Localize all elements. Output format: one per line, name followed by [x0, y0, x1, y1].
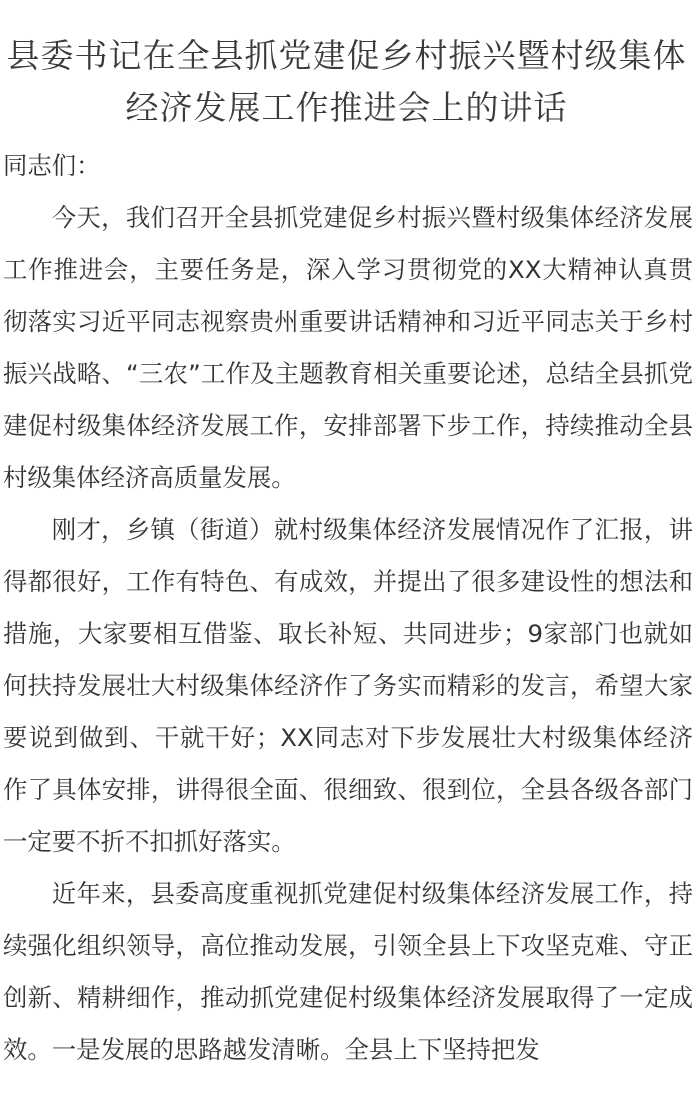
- document-title: 县委书记在全县抓党建促乡村振兴暨村级集体经济发展工作推进会上的讲话: [6, 36, 687, 127]
- paragraph-achievements: 近年来，县委高度重视抓党建促村级集体经济发展工作，持续强化组织领导，高位推动发展，引领全县上下攻坚克难、守正创新、精耕细作，推动抓党建促村级集体经济发展取得了一定成效。一是发展的思路越发清晰。全县上下坚持把发: [3, 879, 693, 1064]
- paragraph-opening: 今天，我们召开全县抓党建促乡村振兴暨村级集体经济发展工作推进会，主要任务是，深入学习贯彻党的XX大精神认真贯彻落实习近平同志视察贵州重要讲话精神和习近平同志关于乡村振兴战略、“三农”工作及主题教育相关重要论述，总结全县抓党建促村级集体经济发展工作，安排部署下步工作，持续推动全县村级集体经济高质量发展。: [3, 203, 693, 492]
- paragraph-reports: 刚才，乡镇（街道）就村级集体经济发展情况作了汇报，讲得都很好，工作有特色、有成效，并提出了很多建设性的想法和措施，大家要相互借鉴、取长补短、共同进步；9家部门也就如何扶持发展壮大村级集体经济作了务实而精彩的发言，希望大家要说到做到、干就干好；XX同志对下步发展壮大村级集体经济作了具体安排，讲得很全面、很细致、很到位，全县各级各部门一定要不折不扣抓好落实。: [3, 515, 693, 856]
- salutation: 同志们：: [3, 151, 101, 180]
- document-body: [0, 134, 693, 1076]
